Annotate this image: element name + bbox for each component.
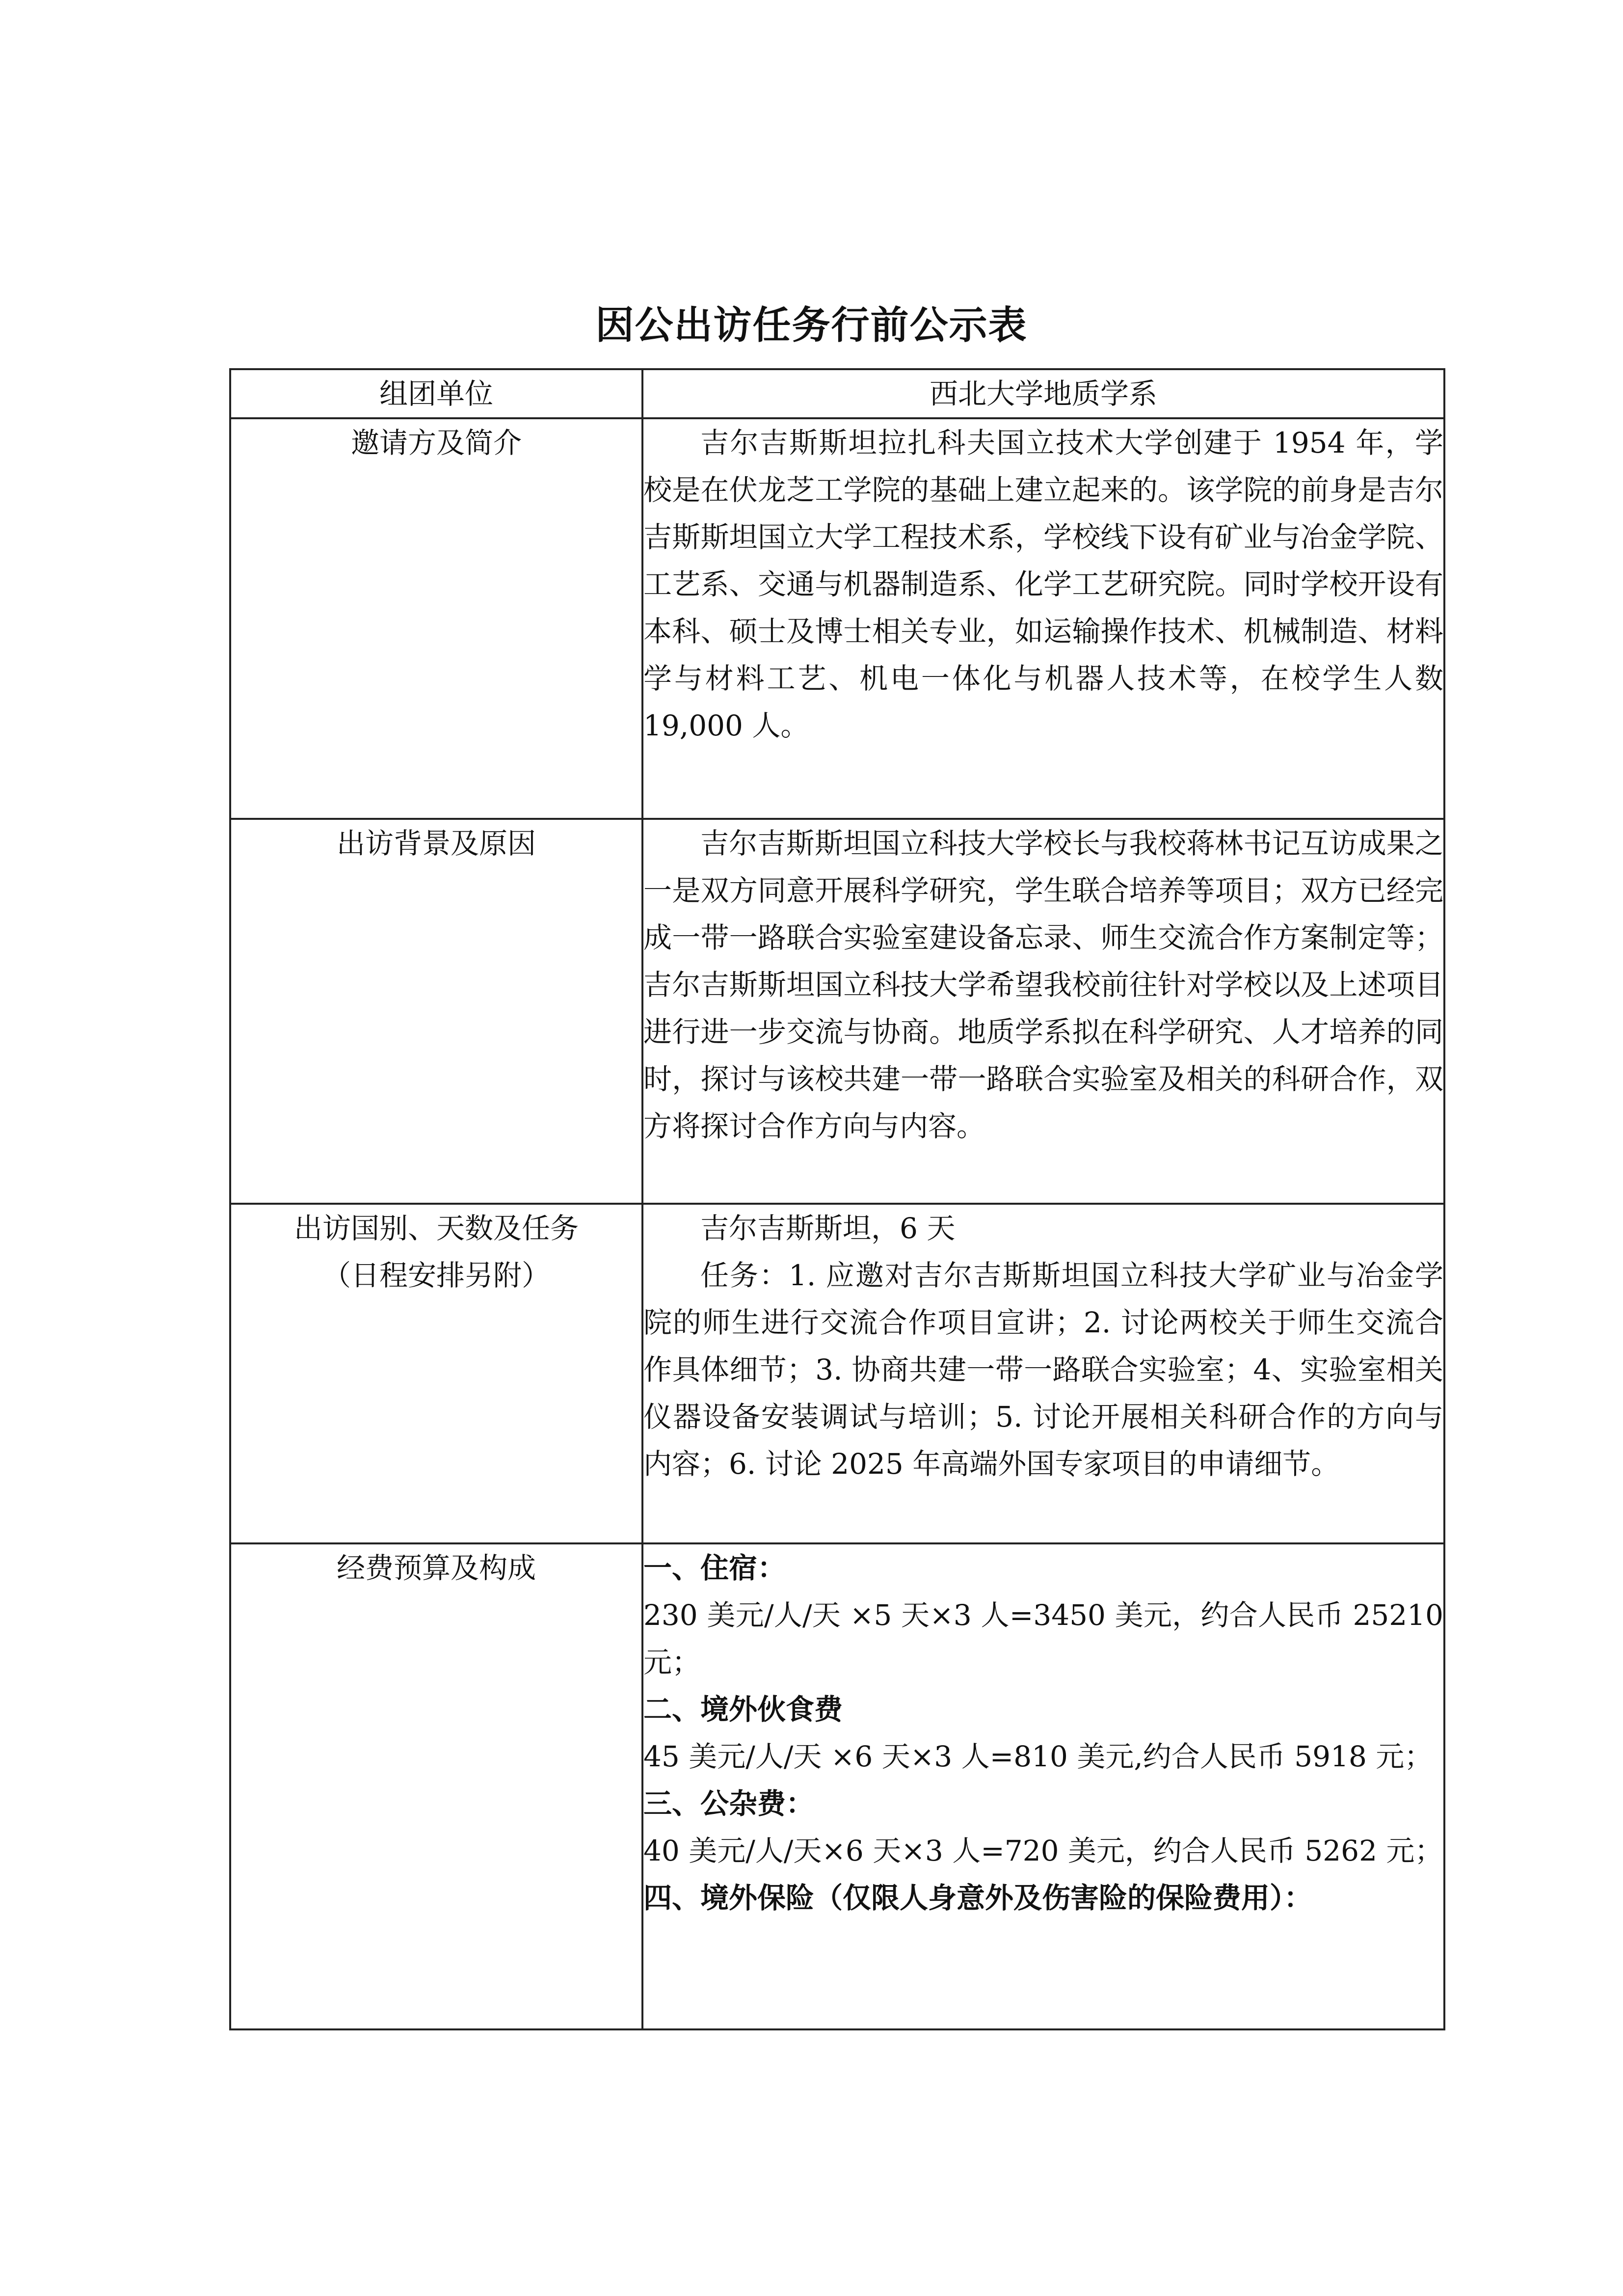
budget-detail-lodging: 230 美元/人/天 ×5 天×3 人=3450 美元，约合人民币 25210 元；	[643, 1598, 1443, 1679]
budget-heading-meals: 二、境外伙食费	[643, 1693, 843, 1726]
background-cell	[642, 819, 1444, 1204]
table-row-background	[230, 819, 1444, 1204]
budget-heading-misc: 三、公杂费：	[643, 1787, 815, 1820]
budget-heading-insurance: 四、境外保险（仅限人身意外及伤害险的保险费用）：	[643, 1881, 1313, 1915]
budget-heading-lodging: 一、住宿：	[643, 1551, 786, 1585]
budget-detail-meals: 45 美元/人/天 ×6 天×3 人=810 美元,约合人民币 5918 元；	[643, 1740, 1433, 1773]
budget-detail-misc: 40 美元/人/天×6 天×3 人=720 美元，约合人民币 5262 元；	[643, 1834, 1443, 1867]
group-value: 西北大学地质学系	[642, 369, 1444, 418]
page-title: 因公出访任务行前公示表	[595, 303, 1028, 348]
budget-label: 经费预算及构成	[230, 1543, 642, 2029]
budget-cell	[642, 1543, 1444, 2029]
destination-country-days: 吉尔吉斯斯坦，6 天	[700, 1212, 956, 1245]
table-row-destination	[230, 1204, 1444, 1543]
inviter-text: 吉尔吉斯斯坦拉扎科夫国立技术大学创建于 1954 年，学校是在伏龙芝工学院的基础上建立起来的。该学院的前身是吉尔吉斯斯坦国立大学工程技术系，学校线下设有矿业与冶金学院、工艺系、交通与机器制造系、化学工艺研究院。同时学校开设有本科、硕士及博士相关专业，如运输操作技术、机械制造、材料学与材料工艺、机电一体化与机器人技术等，在校学生人数 19,000 人。	[643, 426, 1443, 742]
disclosure-table	[229, 368, 1445, 2030]
table-row-group	[230, 369, 1444, 418]
inviter-cell	[642, 418, 1444, 819]
destination-tasks: 任务：1. 应邀对吉尔吉斯斯坦国立科技大学矿业与冶金学院的师生进行交流合作项目宣讲；2. 讨论两校关于师生交流合作具体细节；3. 协商共建一带一路联合实验室；4、实验室相关仪器设备安装调试与培训；5. 讨论开展相关科研合作的方向与内容；6. 讨论 2025 年高端外国专家项目的申请细节。	[643, 1259, 1443, 1481]
table-row-inviter	[230, 418, 1444, 819]
destination-label: 出访国别、天数及任务	[293, 1212, 579, 1245]
destination-cell	[642, 1204, 1444, 1543]
group-label: 组团单位	[230, 369, 642, 418]
inviter-label: 邀请方及简介	[230, 418, 642, 819]
background-text: 吉尔吉斯斯坦国立科技大学校长与我校蒋林书记互访成果之一是双方同意开展科学研究，学生联合培养等项目；双方已经完成一带一路联合实验室建设备忘录、师生交流合作方案制定等；吉尔吉斯斯坦国立科技大学希望我校前往针对学校以及上述项目进行进一步交流与协商。地质学系拟在科学研究、人才培养的同时，探讨与该校共建一带一路联合实验室及相关的科研合作，双方将探讨合作方向与内容。	[643, 827, 1443, 1143]
destination-sublabel: （日程安排另附）	[322, 1259, 550, 1292]
destination-label-cell	[230, 1204, 642, 1543]
background-label: 出访背景及原因	[230, 819, 642, 1204]
table-row-budget	[230, 1543, 1444, 2029]
